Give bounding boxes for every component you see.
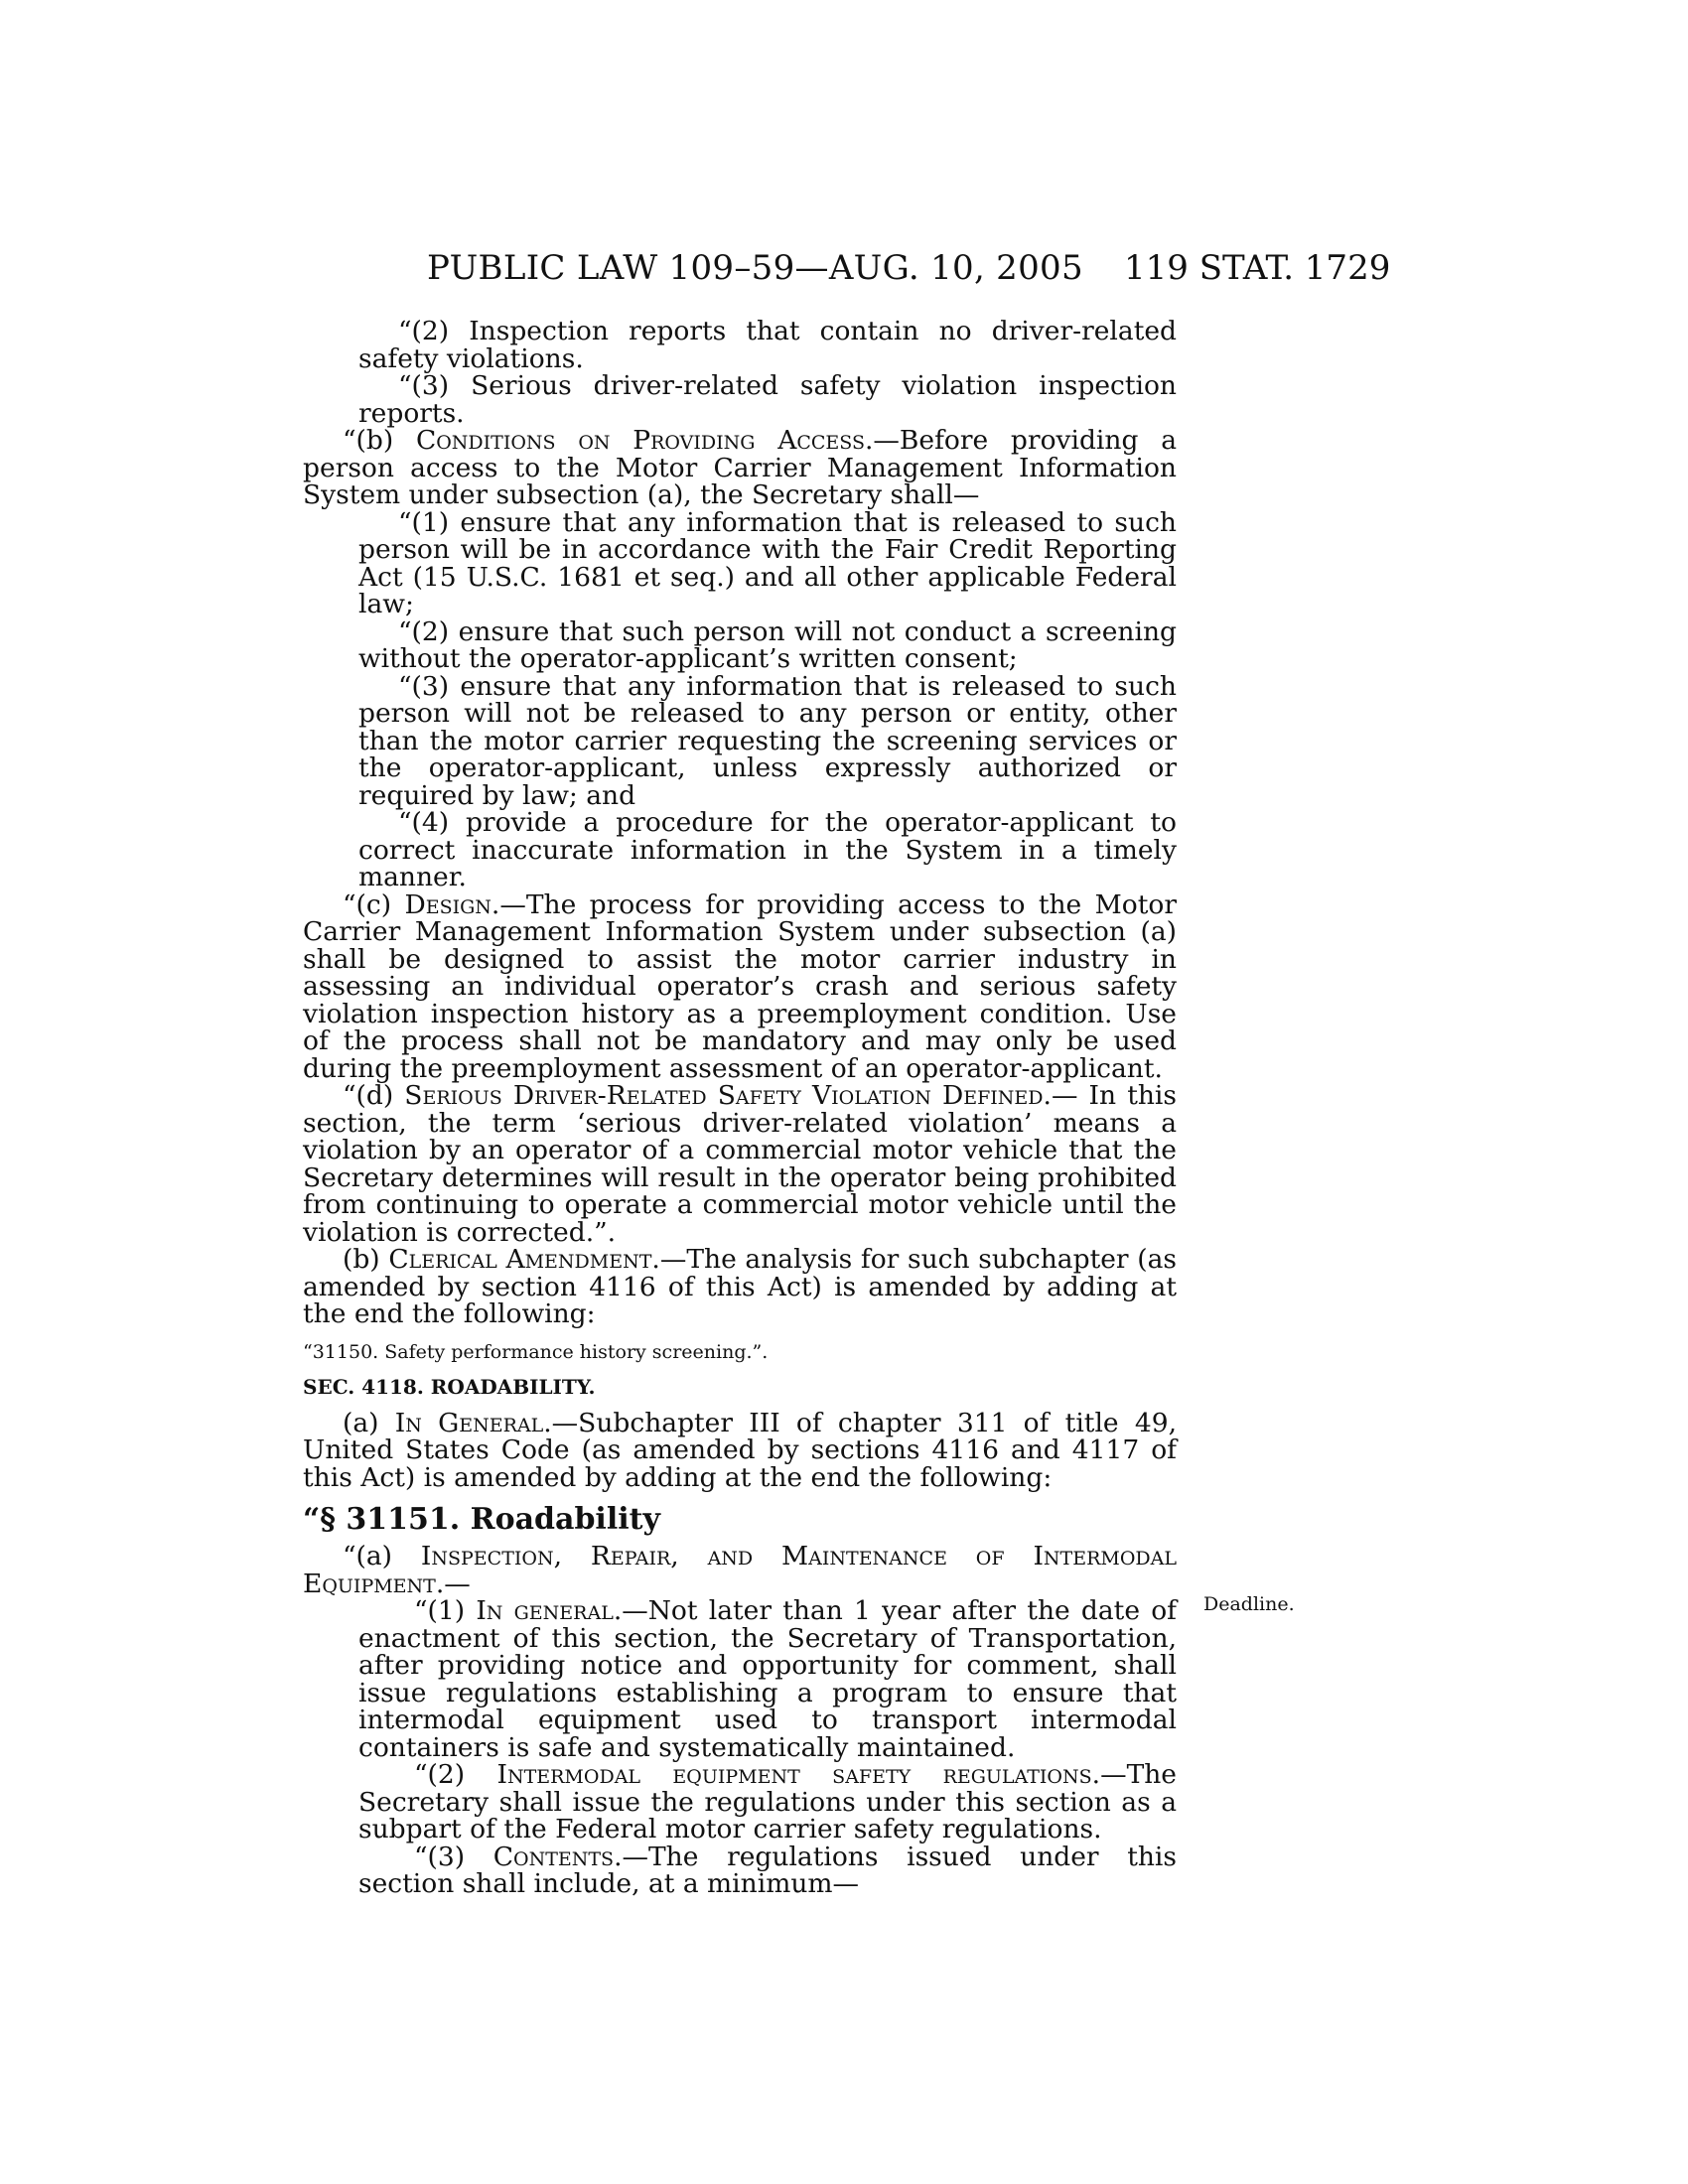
running-head-title: PUBLIC LAW 109–59—AUG. 10, 2005 <box>427 248 1083 288</box>
subsection-heading: Inspection, Repair, and Maintenance of Intermodal Equipment <box>303 1541 1177 1599</box>
paragraph: “(3) Contents.—The regulations issued under this section shall include, at a minimum— <box>358 1841 1177 1899</box>
document-body <box>303 318 1177 1898</box>
subsection-heading: Clerical Amendment <box>388 1244 652 1275</box>
paragraph: “(3) Serious driver-related safety violation inspection reports. <box>358 370 1177 429</box>
paragraph-clerical-amendment: (b) Clerical Amendment.—The analysis for such subchapter (as amended by section 4116 of this Act) is amended by adding at the end the following: <box>303 1244 1177 1329</box>
paragraph-subsection-a: “(a) Inspection, Repair, and Maintenance of Intermodal Equipment.— <box>303 1541 1177 1599</box>
section-heading: SEC. 4118. ROADABILITY. <box>303 1374 596 1399</box>
table-of-sections-entry: “31150. Safety performance history screening.”. <box>303 1340 769 1363</box>
paragraph-heading: In general <box>476 1595 614 1626</box>
paragraph: “(1) In general.—Not later than 1 year after the date of enactment of this section, the Secretary of Transportation, after providing notice and opportunity for comment, shall issue regulations establishing a program to ensure that intermodal equipment used to transport intermodal containers is safe and systematically maintained. <box>358 1595 1177 1763</box>
paragraph-subsection-c: “(c) Design.—The process for providing access to the Motor Carrier Management Information System under subsection (a) shall be designed to assist the motor carrier industry in assessing an individual operator’s crash and serious safety violation inspection history as a preemployment condition. Use of the process shall not be mandatory and may only be used during the preemployment assessment of an operator-applicant. <box>303 888 1177 1084</box>
paragraph-in-general: (a) In General.—Subchapter III of chapter 311 of title 49, United States Code (as amended by sections 4116 and 4117 of this Act) is amended by adding at the end the following: <box>303 1407 1177 1493</box>
paragraph: “(4) provide a procedure for the operator-applicant to correct inaccurate information in the System in a timely manner. <box>358 807 1177 892</box>
subsection-heading: Design <box>404 888 492 920</box>
code-section-heading: “§ 31151. Roadability <box>303 1502 660 1537</box>
paragraph-subsection-d: “(d) Serious Driver-Related Safety Violation Defined.— In this section, the term ‘serious driver-related violation’ means a violation by an operator of a commercial motor vehicle that the Secretary determines will result in the operator being prohibited from continuing to operate a commercial motor vehicle until the violation is corrected.”. <box>303 1080 1177 1248</box>
paragraph: “(1) ensure that any information that is released to such person will be in accordance with the Fair Credit Reporting Act (15 U.S.C. 1681 et seq.) and all other applicable Federal law; <box>358 506 1177 619</box>
paragraph: “(2) ensure that such person will not conduct a screening without the operator-applicant’s written consent; <box>358 615 1177 674</box>
subsection-heading: Serious Driver-Related Safety Violation Defined <box>404 1080 1044 1111</box>
paragraph: “(3) ensure that any information that is released to such person will not be released to any person or entity, other than the motor carrier requesting the screening services or the operator-applicant, unless expressly authorized or required by law; and <box>358 670 1177 811</box>
paragraph: “(2) Intermodal equipment safety regulations.—The Secretary shall issue the regulations under this section as a subpart of the Federal motor carrier safety regulations. <box>358 1759 1177 1844</box>
page-number: 119 STAT. 1729 <box>1124 248 1391 288</box>
paragraph-heading: Contents <box>492 1841 615 1872</box>
subsection-heading: In General <box>394 1407 544 1438</box>
marginal-note: Deadline. <box>1203 1593 1295 1615</box>
subsection-heading: Conditions on Providing Access <box>415 425 865 456</box>
paragraph: “(2) Inspection reports that contain no driver-related safety violations. <box>358 316 1177 374</box>
paragraph-heading: Intermodal equipment safety regulations <box>496 1759 1092 1790</box>
paragraph-subsection-b: “(b) Conditions on Providing Access.—Before providing a person access to the Motor Carrier Management Information System under subsection (a), the Secretary shall— <box>303 425 1177 510</box>
